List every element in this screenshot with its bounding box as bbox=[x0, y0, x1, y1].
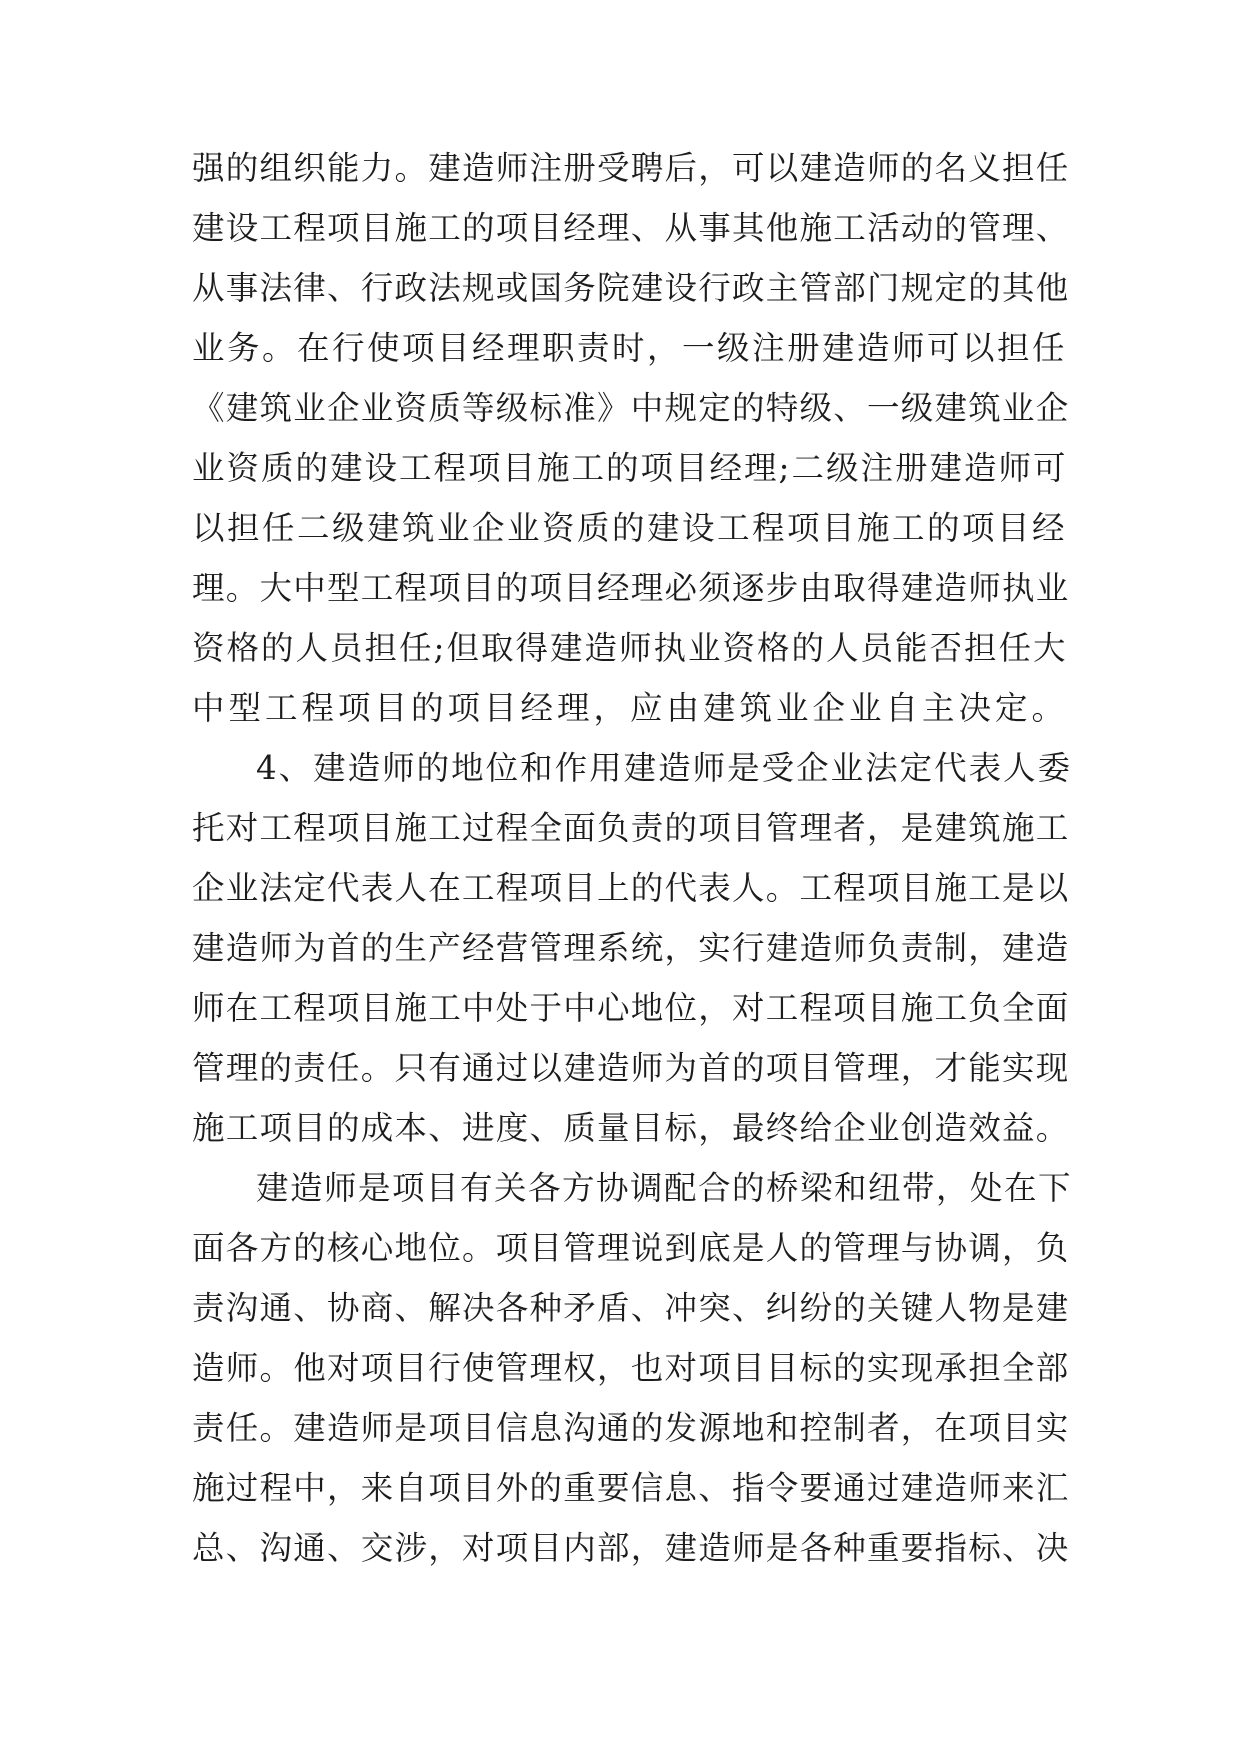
text-line-paragraph-start: 4、建造师的地位和作用建造师是受企业法定代表人委 bbox=[256, 749, 1073, 787]
text-line: 资格的人员担任;但取得建造师执业资格的人员能否担任大 bbox=[192, 629, 1068, 667]
text-line: 强的组织能力。建造师注册受聘后，可以建造师的名义担任 bbox=[192, 149, 1070, 187]
text-line: 总、沟通、交涉，对项目内部，建造师是各种重要指标、决 bbox=[192, 1529, 1070, 1567]
text-line: 管理的责任。只有通过以建造师为首的项目管理，才能实现 bbox=[192, 1049, 1070, 1087]
text-line-paragraph-start: 建造师是项目有关各方协调配合的桥梁和纽带，处在下 bbox=[256, 1169, 1073, 1207]
text-line: 理。大中型工程项目的项目经理必须逐步由取得建造师执业 bbox=[192, 569, 1070, 607]
text-line: 建造师为首的生产经营管理系统，实行建造师负责制，建造 bbox=[192, 929, 1070, 967]
text-line: 业资质的建设工程项目施工的项目经理;二级注册建造师可 bbox=[192, 449, 1068, 487]
text-line: 建设工程项目施工的项目经理、从事其他施工活动的管理、 bbox=[192, 209, 1070, 247]
text-line: 面各方的核心地位。项目管理说到底是人的管理与协调，负 bbox=[192, 1229, 1070, 1267]
text-line: 责沟通、协商、解决各种矛盾、冲突、纠纷的关键人物是建 bbox=[192, 1289, 1070, 1327]
text-line: 中型工程项目的项目经理，应由建筑业企业自主决定。 bbox=[192, 689, 1069, 727]
text-line: 责任。建造师是项目信息沟通的发源地和控制者，在项目实 bbox=[192, 1409, 1070, 1447]
text-line: 施过程中，来自项目外的重要信息、指令要通过建造师来汇 bbox=[192, 1469, 1070, 1507]
text-line: 业务。在行使项目经理职责时，一级注册建造师可以担任 bbox=[192, 329, 1068, 367]
text-line: 以担任二级建筑业企业资质的建设工程项目施工的项目经 bbox=[192, 509, 1068, 547]
text-line: 《建筑业企业资质等级标准》中规定的特级、一级建筑业企 bbox=[192, 389, 1070, 427]
text-line: 企业法定代表人在工程项目上的代表人。工程项目施工是以 bbox=[192, 869, 1070, 907]
text-line: 托对工程项目施工过程全面负责的项目管理者，是建筑施工 bbox=[192, 809, 1070, 847]
text-line: 施工项目的成本、进度、质量目标，最终给企业创造效益。 bbox=[192, 1109, 1070, 1147]
text-line: 从事法律、行政法规或国务院建设行政主管部门规定的其他 bbox=[192, 269, 1070, 307]
text-line: 造师。他对项目行使管理权，也对项目目标的实现承担全部 bbox=[192, 1349, 1070, 1387]
text-line: 师在工程项目施工中处于中心地位，对工程项目施工负全面 bbox=[192, 989, 1070, 1027]
